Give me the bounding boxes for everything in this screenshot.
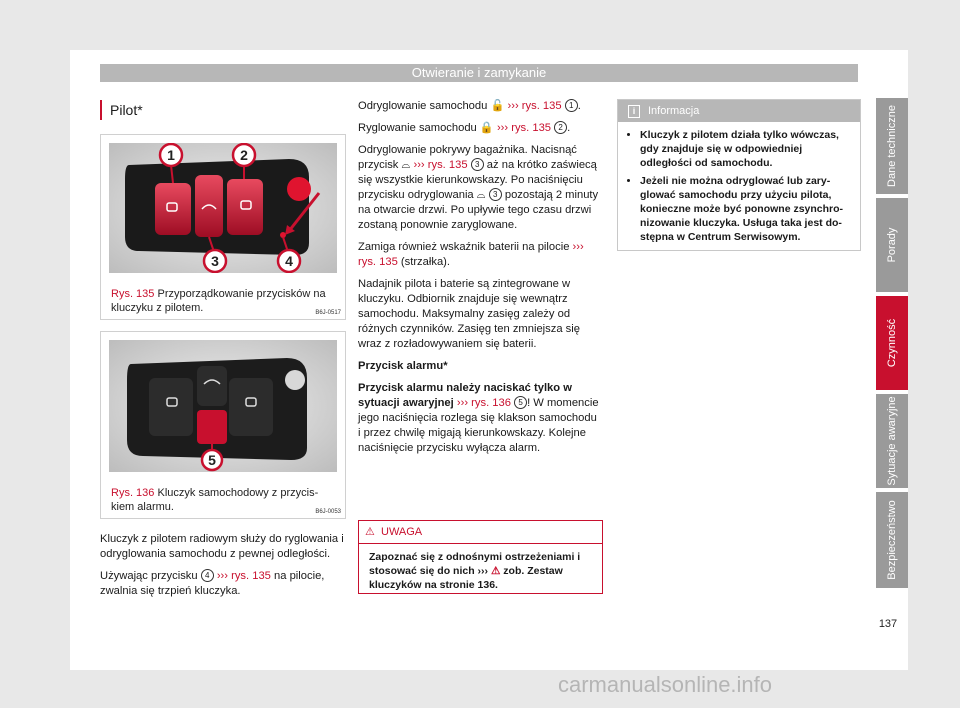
number-badge: 5: [514, 396, 527, 409]
figure-135: [100, 134, 346, 320]
figure-caption-text: Kluczyk samochodowy z przyciskiem alarmu.: [111, 487, 319, 513]
section-title: Pilot*: [100, 100, 350, 120]
alarm-key-image: [109, 340, 337, 472]
warning-triangle-icon: ⚠: [365, 526, 375, 538]
paragraph: Kluczyk z pilotem radiowym służy do ryglowania i odryglowania samochodu z pewnej odległości.: [100, 533, 344, 560]
sidebar-tab-label: Porady: [886, 227, 898, 263]
page-header: Otwieranie i zamykanie: [100, 64, 858, 82]
info-item: • Jeżeli nie można odryglować lub zaryglować samochodu przy użyciu pilota, konieczne może być ponowne zsynchronizowanie kluczyka. Usługa taka jest dostępna w Centrum Serwisowym.: [640, 174, 852, 244]
trunk-button-graphic: [195, 175, 223, 237]
warning-body: [359, 544, 602, 598]
sidebar-tab-label: Dane techniczne: [886, 105, 898, 187]
info-item: • Kluczyk z pilotem działa tylko wówczas, gdy znajduje się w odpowiedniej odległości od samochodu.: [640, 128, 852, 170]
key-remote-illustration: [109, 143, 337, 273]
figure-code: B6J-0517: [315, 310, 341, 316]
figure-ref-link[interactable]: ››› rys. 135: [216, 570, 271, 582]
text: (strzałka).: [400, 256, 451, 268]
sidebar-tab-bezpieczenstwo[interactable]: [876, 492, 908, 588]
column-1-text: [100, 532, 344, 606]
text: na pilocie, zwalnia się trzpień kluczyka.: [100, 570, 325, 597]
figure-code: B6J-0053: [315, 509, 341, 515]
info-icon: i: [628, 105, 640, 118]
sidebar-tab-dane-techniczne[interactable]: [876, 98, 908, 194]
paragraph: [100, 569, 344, 599]
subheading: Przycisk alarmu*: [358, 360, 448, 372]
warning-box: [358, 520, 603, 594]
number-badge: 1: [565, 99, 578, 112]
number-badge: 2: [554, 121, 567, 134]
column-2-text: [358, 99, 601, 463]
sidebar-tab-porady[interactable]: [876, 198, 908, 292]
figure-ref-link[interactable]: ››› rys. 136: [456, 397, 511, 409]
unlock-button-graphic: [155, 183, 191, 235]
paragraph: [358, 240, 601, 270]
figure-ref-link[interactable]: ››› rys. 135: [507, 100, 562, 112]
text: Odryglowanie pokrywy bagażnika. Nacisnąć przycisk: [358, 144, 577, 171]
key-remote-image: [109, 143, 337, 273]
paragraph: [358, 121, 601, 136]
info-title: Informacja: [648, 105, 700, 117]
text: Przycisk alarmu należy naciskać tylko w sytuacji awaryjnej: [358, 382, 572, 409]
figure-label: Rys. 135: [111, 288, 155, 300]
info-box: [617, 99, 861, 251]
sidebar-tab-label: Bezpieczeństwo: [886, 500, 898, 580]
figure-ref-link[interactable]: ››› rys. 135: [358, 241, 584, 268]
callout-5-label: 5: [208, 452, 216, 468]
text: .: [567, 122, 571, 134]
lock-button-graphic: [227, 179, 263, 235]
warning-header: [359, 521, 602, 544]
sidebar-tab-label: Czynność: [886, 318, 898, 368]
lock-icon: 🔒: [479, 122, 494, 134]
info-header: [618, 100, 860, 122]
figure-caption-text: Przyporządkowanie przycisków na kluczyku z pilotem.: [111, 288, 326, 314]
figure-ref-link[interactable]: ››› rys. 135: [413, 159, 468, 171]
figure-136: [100, 331, 346, 519]
sidebar-tab-sytuacje-awaryjne[interactable]: [876, 394, 908, 488]
callout-1-label: 1: [167, 147, 175, 163]
paragraph: [358, 381, 601, 456]
text: Odryglowanie samochodu: [358, 100, 488, 112]
text: Zapoznać się z odnośnymi ostrzeżeniami i stosować się do nich ›››: [369, 551, 581, 577]
unlock-icon: 🔓: [490, 100, 505, 112]
text: Ryglowanie samochodu: [358, 122, 477, 134]
paragraph: Nadajnik pilota i baterie są zintegrowane w kluczyku. Odbiornik znajduje się wewnątrz samochodu. Maksymalny zasięg zależy od różnych czynników. Zasięg ten zmniejsza się wraz z rozładowywaniem się baterii.: [358, 278, 580, 350]
text: pozostają 2 minuty na otwarcie drzwi. Po upływie tego czasu drzwi zostaną ponownie zaryglowane.: [358, 189, 599, 231]
text: ! W momencie jego naciśnięcia rozlega się klakson samochodu i przez chwilę migają kierunkowskazy. Kolejne naciśnięcie przycisku wyłącza alarm.: [358, 397, 599, 454]
page-number: 137: [878, 618, 898, 630]
callout-4-label: 4: [285, 253, 293, 269]
warning-title: UWAGA: [381, 526, 423, 538]
text: .: [577, 100, 581, 112]
number-badge: 3: [489, 188, 502, 201]
figure-ref-link[interactable]: ››› rys. 135: [496, 122, 552, 134]
sidebar-tab-czynnosc[interactable]: [876, 296, 908, 390]
figure-caption: [111, 287, 337, 315]
figure-caption: [111, 486, 337, 514]
figure-label: Rys. 136: [111, 487, 155, 499]
trunk-icon: ⌓: [401, 159, 411, 171]
text: Zamiga również wskaźnik baterii na pilocie: [358, 241, 570, 253]
text: Używając przycisku: [100, 570, 198, 582]
number-badge: 3: [471, 158, 484, 171]
callout-3-label: 3: [211, 253, 219, 269]
paragraph: [358, 143, 601, 233]
warning-link[interactable]: zob. Zestaw kluczyków na stronie 136.: [369, 565, 563, 591]
alarm-key-illustration: [109, 340, 337, 472]
alarm-button-graphic: [197, 410, 227, 444]
sidebar-tab-label: Sytuacje awaryjne: [886, 396, 898, 486]
number-badge: 4: [201, 569, 214, 582]
info-list: [626, 128, 852, 244]
callout-2-label: 2: [240, 147, 248, 163]
paragraph: [358, 99, 601, 114]
text: aż na krótko zaświecą się wszystkie kierunkowskazy. Po naciśnięciu przycisku odryglowania: [358, 159, 597, 201]
watermark: carmanualsonline.info: [558, 672, 773, 697]
trunk-icon: ⌓: [476, 189, 486, 201]
warning-triangle-icon: ⚠: [490, 565, 501, 577]
